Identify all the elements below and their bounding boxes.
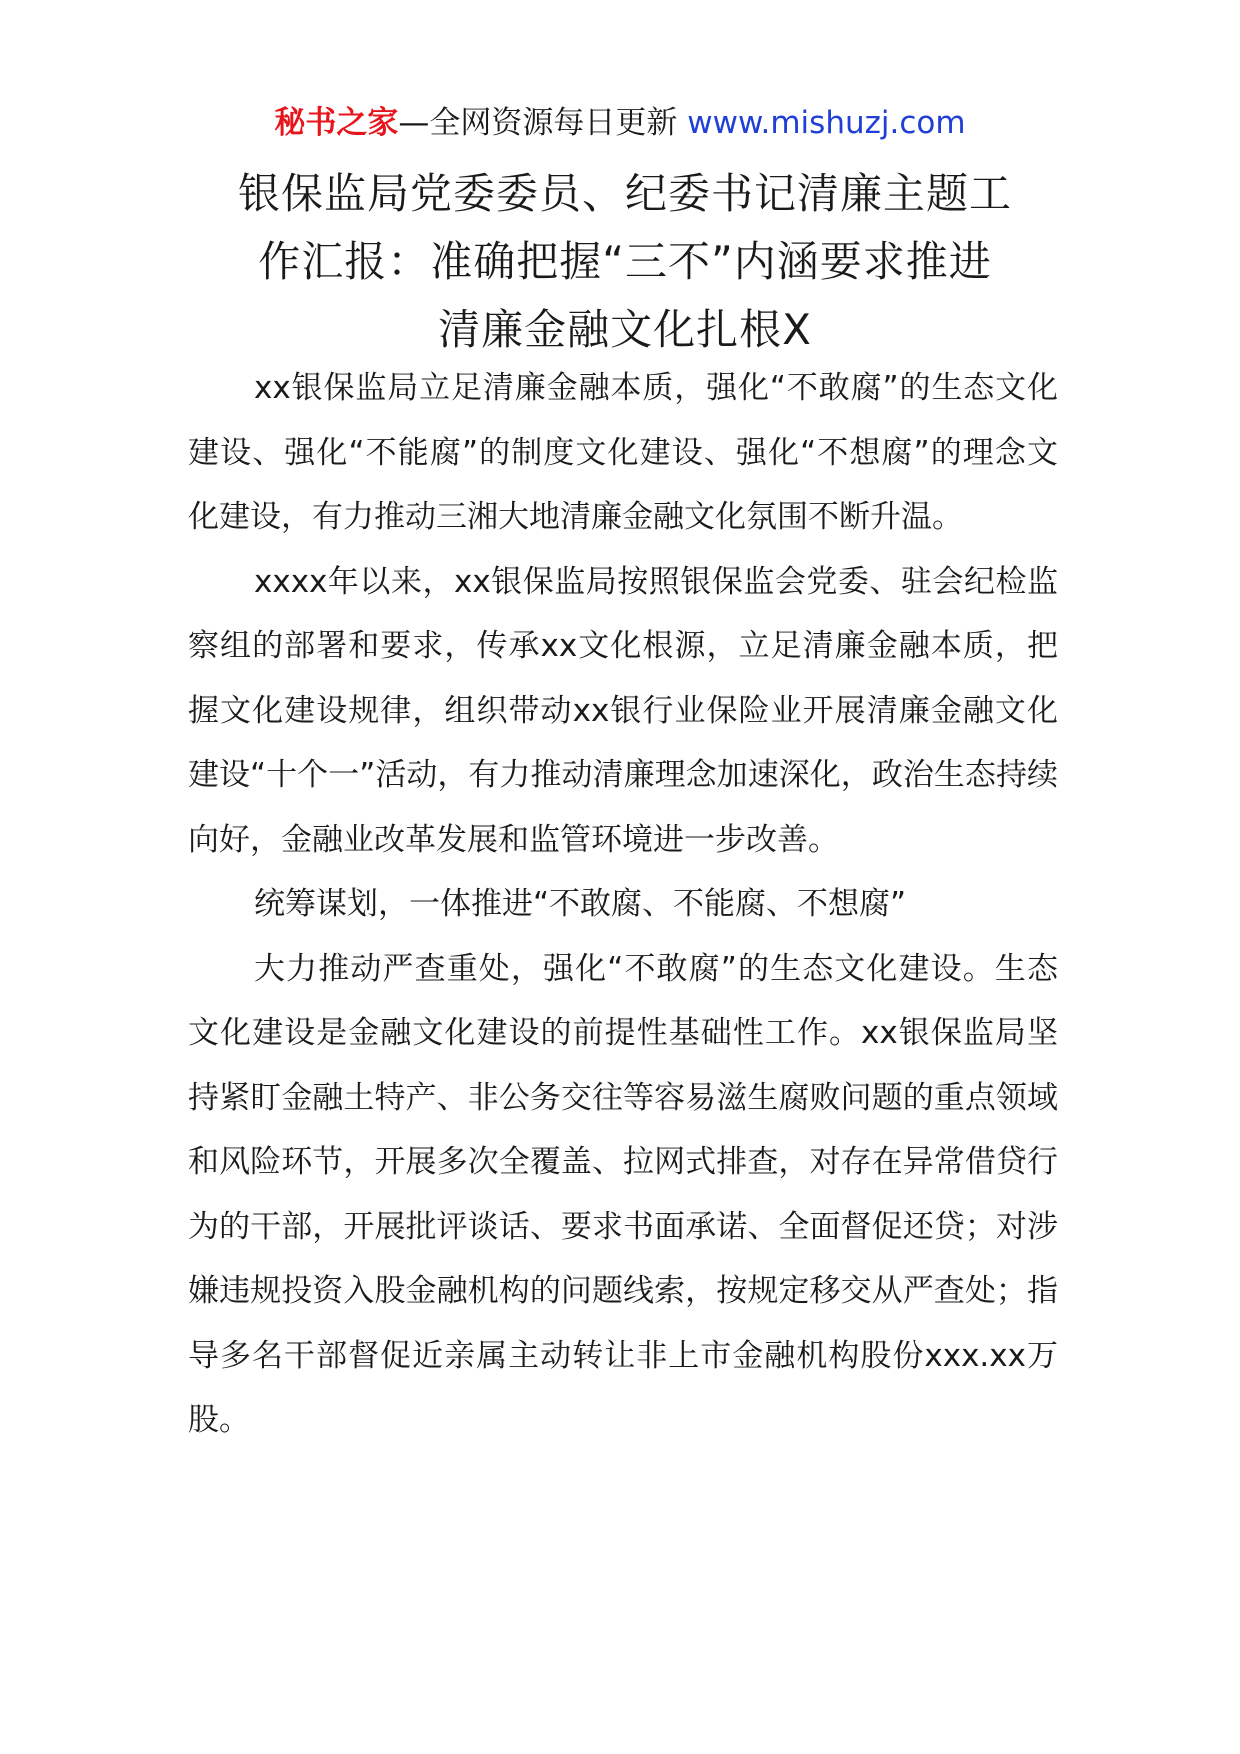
body-paragraph: 大力推动严查重处，强化“不敢腐”的生态文化建设。生态文化建设是金融文化建设的前提性基础性工作。xx银保监局坚持紧盯金融土特产、非公务交往等容易滋生腐败问题的重点领域和风险环节，开展多次全覆盖、拉网式排查，对存在异常借贷行为的干部，开展批评谈话、要求书面承诺、全面督促还贷；对涉嫌违规投资入股金融机构的问题线索，按规定移交从严查处；指导多名干部督促近亲属主动转让非上市金融机构股份xxx.xx万股。 <box>188 950 1058 1438</box>
section-heading: 统筹谋划，一体推进“不敢腐、不能腐、不想腐” <box>254 886 907 922</box>
title-line: 清廉金融文化扎根X <box>438 305 812 354</box>
body-paragraph: xx银保监局立足清廉金融本质，强化“不敢腐”的生态文化建设、强化“不能腐”的制度文化建设、强化“不想腐”的理念文化建设，有力推动三湘大地清廉金融文化氛围不断升温。 <box>188 370 1058 535</box>
body-paragraph: xxxx年以来，xx银保监局按照银保监会党委、驻会纪检监察组的部署和要求，传承xx文化根源，立足清廉金融本质，把握文化建设规律，组织带动xx银行业保险业开展清廉金融文化建设“十个一”活动，有力推动清廉理念加速深化，政治生态持续向好，金融业改革发展和监管环境进一步改善。 <box>188 563 1058 858</box>
title-line: 作汇报：准确把握“三不”内涵要求推进 <box>258 237 992 286</box>
site-banner <box>0 98 1240 148</box>
document-title <box>205 160 1045 364</box>
banner-brand: 秘书之家 <box>274 105 399 141</box>
banner-tagline: —全网资源每日更新 <box>398 105 678 141</box>
banner-url-link[interactable]: www.mishuzj.com <box>687 105 966 141</box>
title-line: 银保监局党委委员、纪委书记清廉主题工 <box>237 169 1012 218</box>
document-body <box>188 356 1058 1453</box>
